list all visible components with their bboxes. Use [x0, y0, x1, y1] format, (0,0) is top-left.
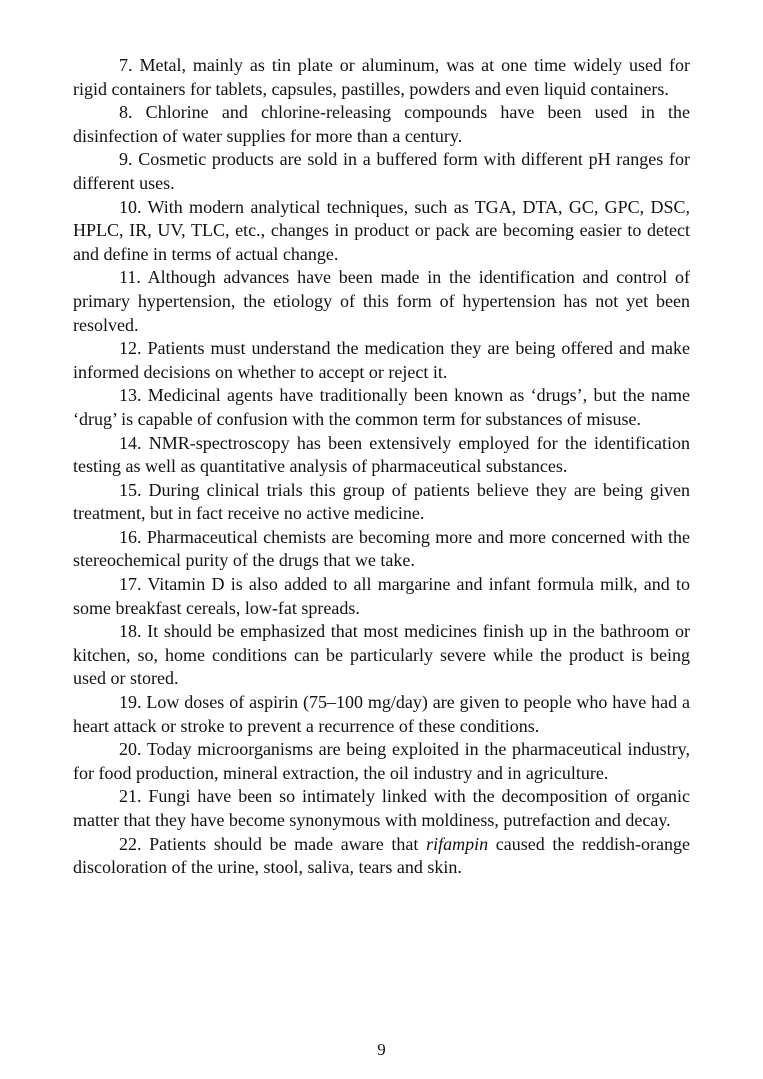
paragraph-16: 16. Pharmaceutical chemists are becoming more and more concerned with the stereochemical purity of the drugs that we take. — [73, 526, 690, 571]
paragraph-22-text-end: caused the reddish-orange discoloration of the urine, stool, saliva, tears and skin. — [73, 833, 690, 878]
page-number: 9 — [377, 1040, 386, 1059]
paragraph-19: 19. Low doses of aspirin (75–100 mg/day) are given to people who have had a heart attack or stroke to prevent a recurrence of these conditions. — [73, 692, 690, 736]
page-body — [73, 54, 690, 880]
paragraph-13: 13. Medicinal agents have traditionally been known as ‘drugs’, but the name ‘drug’ is capable of confusion with the common term for substances of misuse. — [73, 385, 690, 429]
paragraph-22-text-start: 22. Patients should be made aware that — [119, 833, 427, 854]
paragraph-20: 20. Today microorganisms are being exploited in the pharmaceutical industry, for food production, mineral extraction, the oil industry and in agriculture. — [73, 739, 690, 783]
paragraph-17: 17. Vitamin D is also added to all margarine and infant formula milk, and to some breakfast cereals, low-fat spreads. — [73, 574, 690, 618]
paragraph-11: 11. Although advances have been made in the identification and control of primary hypertension, the etiology of this form of hypertension has not yet been resolved. — [73, 267, 690, 335]
paragraph-12: 12. Patients must understand the medication they are being offered and make informed decisions on whether to accept or reject it. — [73, 338, 690, 382]
paragraph-8: 8. Chlorine and chlorine-releasing compounds have been used in the disinfection of water supplies for more than a century. — [73, 102, 690, 146]
paragraph-21: 21. Fungi have been so intimately linked with the decomposition of organic matter that they have become synonymous with moldiness, putrefaction and decay. — [73, 786, 690, 830]
paragraph-22 — [73, 833, 690, 880]
paragraph-9: 9. Cosmetic products are sold in a buffered form with different pH ranges for different uses. — [73, 149, 690, 193]
paragraph-15: 15. During clinical trials this group of patients believe they are being given treatment, but in fact receive no active medicine. — [73, 479, 690, 524]
paragraph-18: 18. It should be emphasized that most medicines finish up in the bathroom or kitchen, so, home conditions can be particularly severe while the product is being used or stored. — [73, 621, 690, 689]
paragraph-14: 14. NMR-spectroscopy has been extensively employed for the identification testing as well as quantitative analysis of pharmaceutical substances. — [73, 432, 690, 477]
paragraph-10: 10. With modern analytical techniques, such as TGA, DTA, GC, GPC, DSC, HPLC, IR, UV, TLC, etc., changes in product or pack are becoming easier to detect and define in terms of actual change. — [73, 196, 690, 264]
paragraph-7: 7. Metal, mainly as tin plate or aluminum, was at one time widely used for rigid containers for tablets, capsules, pastilles, powders and even liquid containers. — [73, 55, 690, 99]
drug-name-rifampin: rifampin — [426, 833, 489, 854]
